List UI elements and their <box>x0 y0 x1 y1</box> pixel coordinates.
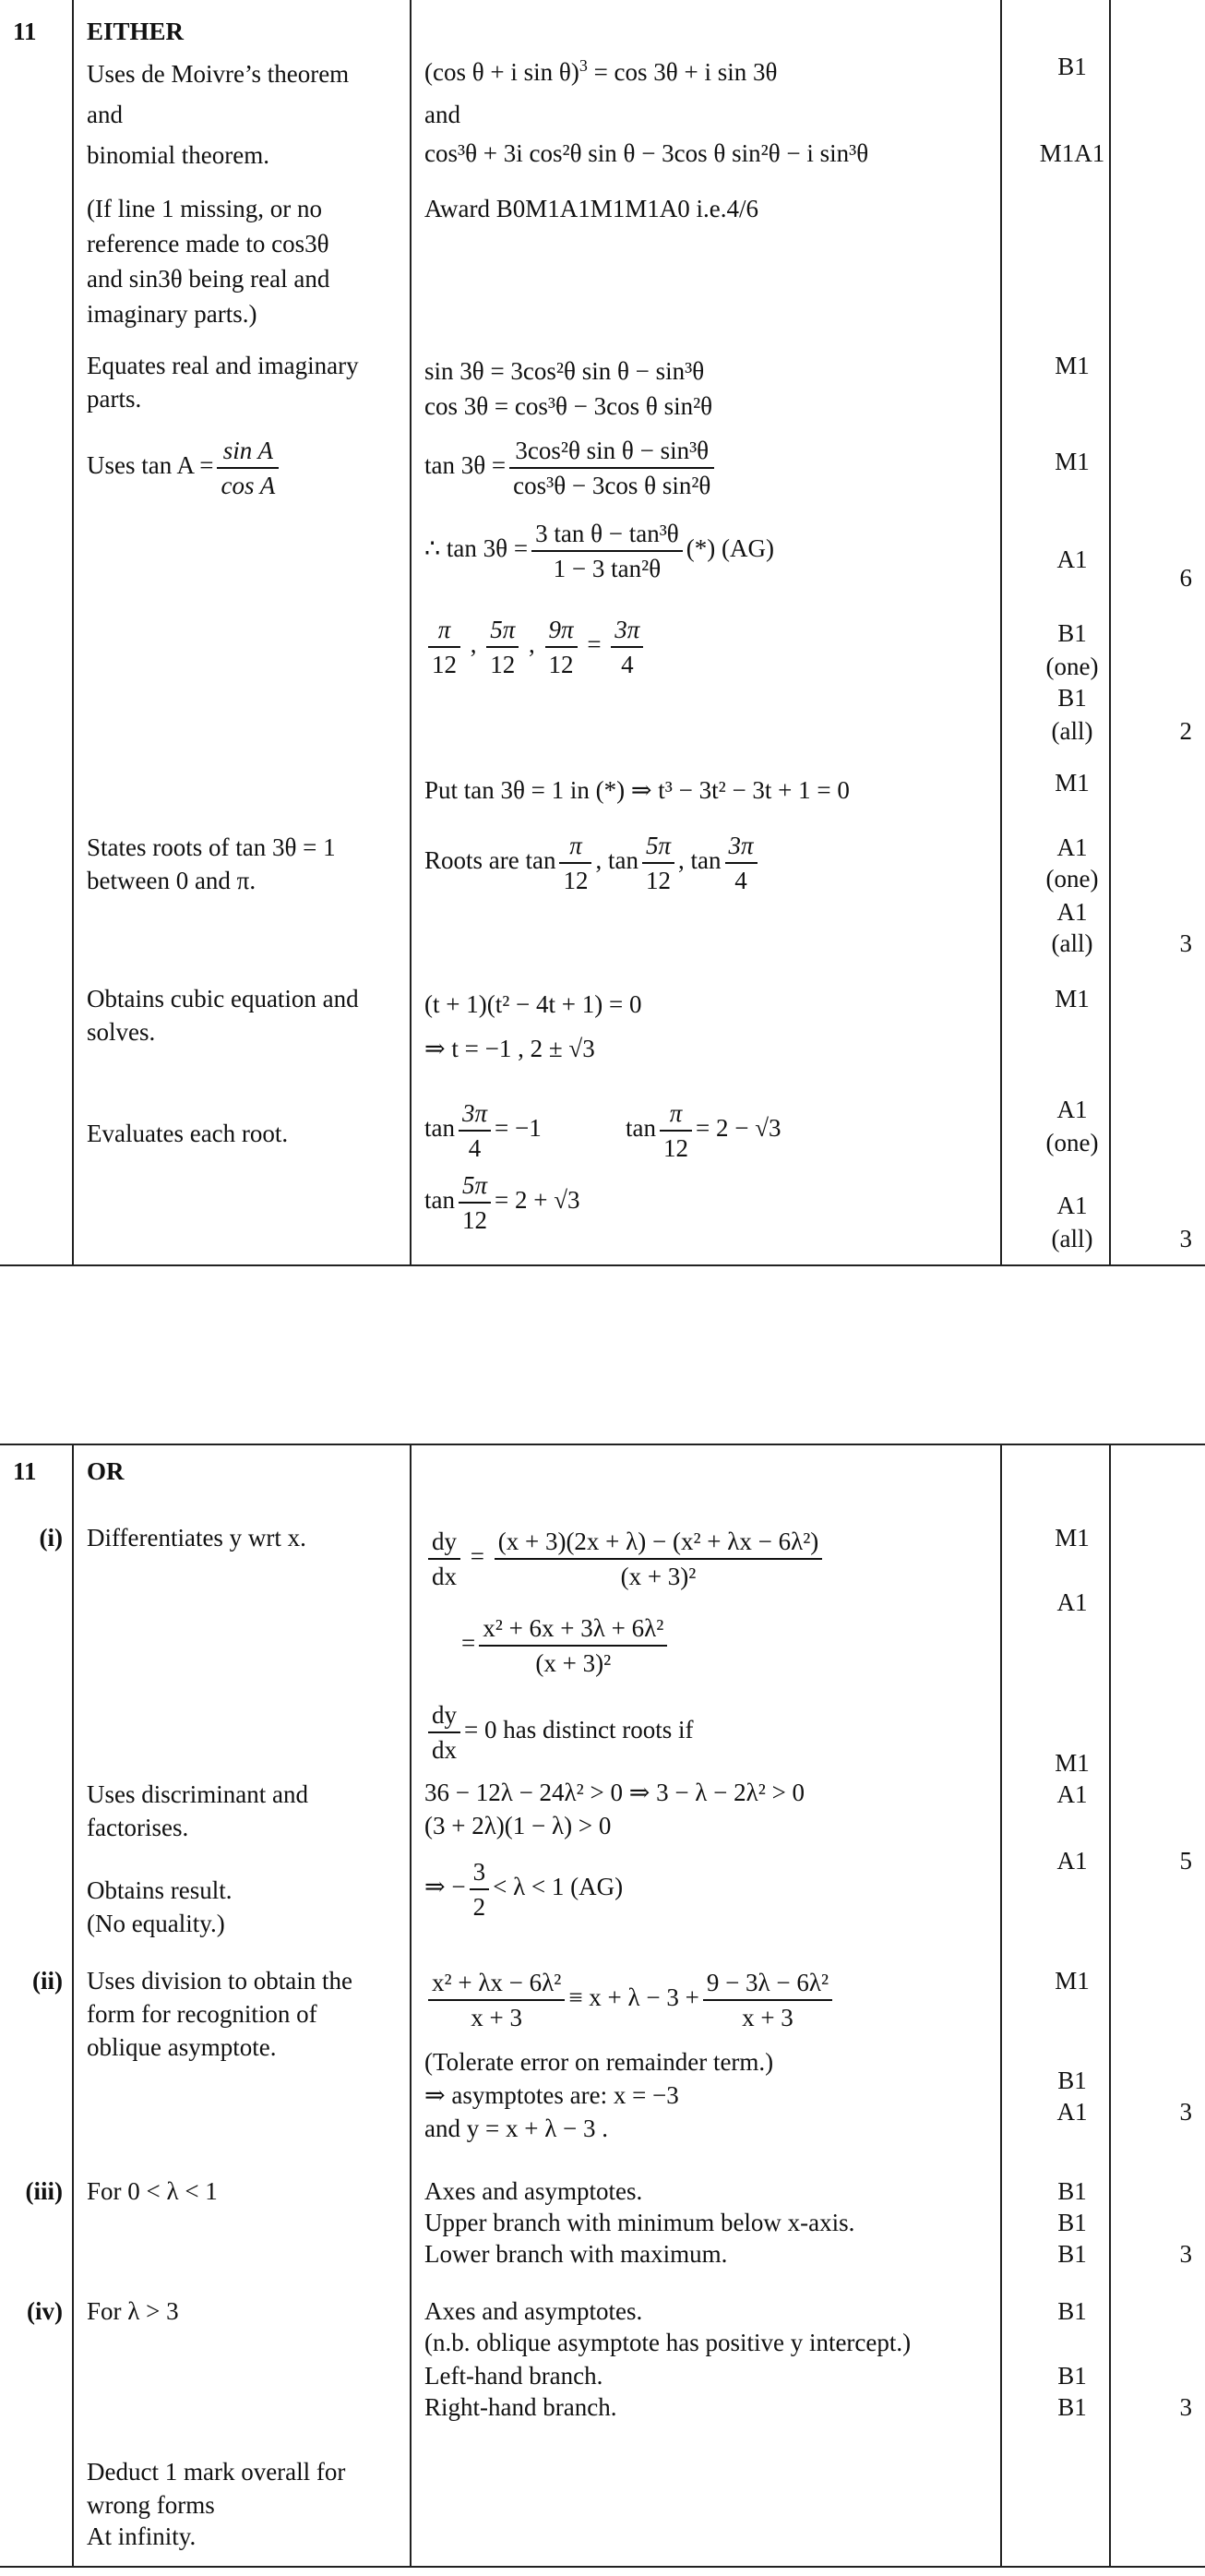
mark-one-label-3: (one) <box>1045 1129 1099 1156</box>
mark-m1a1: M1A1 <box>1039 139 1105 167</box>
total-3e: 3 <box>1179 2393 1192 2421</box>
note-award: Award B0M1A1M1M1A0 i.e.4/6 <box>424 195 759 222</box>
method-cubic-factor: (t + 1)(t² − 4t + 1) = 0 <box>424 990 642 1018</box>
or-heading: OR <box>87 1457 125 1485</box>
method-put-tan: Put tan 3θ = 1 in (*) ⇒ t³ − 3t² − 3t + 1 = 0 <box>424 776 850 804</box>
part-iii: (iii) <box>25 2177 63 2205</box>
mark-all-label-2: (all) <box>1051 929 1093 957</box>
note-line-4: imaginary parts.) <box>87 300 257 328</box>
comment-differentiates: Differentiates y wrt x. <box>87 1524 306 1552</box>
comment-division-1: Uses division to obtain the <box>87 1967 352 1995</box>
mark-m1-uses-tan: M1 <box>1055 448 1090 475</box>
total-3b: 3 <box>1179 1225 1192 1252</box>
or-top-border <box>0 1444 1205 1445</box>
comment-division-3: oblique asymptote. <box>87 2033 277 2061</box>
mark-b1-iv-1: B1 <box>1057 2297 1087 2325</box>
comment-equates-2: parts. <box>87 385 142 413</box>
comment-cubic-1: Obtains cubic equation and <box>87 985 359 1012</box>
method-iv-axes: Axes and asymptotes. <box>424 2297 643 2325</box>
or-col-line-3 <box>1000 1444 1002 2568</box>
comment-equates-1: Equates real and imaginary <box>87 352 359 379</box>
mark-b1-one: B1 <box>1057 619 1087 647</box>
total-2: 2 <box>1179 717 1192 745</box>
comment-obtains-result-2: (No equality.) <box>87 1910 225 1937</box>
mark-m1-disc: M1 <box>1055 1749 1090 1777</box>
part-iv: (iv) <box>27 2297 63 2325</box>
total-3a: 3 <box>1179 929 1192 957</box>
part-ii: (ii) <box>32 1967 63 1995</box>
method-vertical-asymptote: ⇒ asymptotes are: x = −3 <box>424 2081 679 2109</box>
comment-states-roots-2: between 0 and π. <box>87 867 257 894</box>
mark-m1-division: M1 <box>1055 1967 1090 1995</box>
comment-uses-tan: Uses tan A = $\frac{\text{sin A}}{\text{cos A}}$ <box>87 434 282 502</box>
method-eval-pi12: tan $\frac{\pi}{12}$ = 2 − √3 <box>626 1096 781 1165</box>
note-line-1: (If line 1 missing, or no <box>87 195 322 222</box>
either-col-line-3 <box>1000 0 1002 1266</box>
method-oblique-asymptote: and y = x + λ − 3 . <box>424 2115 609 2142</box>
comment-lambda-0-1: For 0 < λ < 1 <box>87 2177 218 2205</box>
comment-states-roots-1: States roots of tan 3θ = 1 <box>87 833 336 861</box>
mark-a1-diff: A1 <box>1056 1588 1088 1616</box>
mark-b1-iii-2: B1 <box>1057 2209 1087 2236</box>
method-de-moivre: (cos θ + i sin θ)$^3$ = cos 3θ + i sin 3θ <box>424 56 778 86</box>
method-tan3theta-fraction: tan 3θ = $\frac{\text{3cos²θ sin θ − sin³θ}}{\text{cos³θ − 3cos θ sin²θ}}$ <box>424 434 718 502</box>
mark-all-label: (all) <box>1051 717 1093 745</box>
comment-deduct-1: Deduct 1 mark overall for <box>87 2458 346 2486</box>
method-tolerate-note: (Tolerate error on remainder term.) <box>424 2048 774 2076</box>
mark-b1: B1 <box>1057 53 1087 80</box>
question-number-or: 11 <box>13 1457 37 1485</box>
method-tan3theta-result: ∴ tan 3θ = $\frac{\text{3 tan θ − tan³θ}}{\text{1 − 3 tan²θ}}$ (*) (AG) <box>424 517 774 585</box>
mark-m1-cubic: M1 <box>1055 985 1090 1012</box>
part-i: (i) <box>39 1524 63 1552</box>
mark-b1-iii-1: B1 <box>1057 2177 1087 2205</box>
method-angle-list: $\frac{\pi}{12}$ , $\frac{5\pi}{12}$ , $\frac{9\pi}{12}$ = $\frac{3\pi}{4}$ <box>424 613 647 681</box>
comment-cubic-2: solves. <box>87 1018 156 1046</box>
method-eval-5pi12: tan $\frac{5\pi}{12}$ = 2 + √3 <box>424 1168 580 1237</box>
mark-one-label: (one) <box>1045 653 1099 680</box>
either-heading: EITHER <box>87 18 185 45</box>
method-eval-3pi4: tan $\frac{3\pi}{4}$ = −1 <box>424 1096 542 1165</box>
method-dydx-zero: $\frac{dy}{dx}$ = 0 has distinct roots if <box>424 1698 693 1767</box>
comment-and: and <box>87 101 123 128</box>
mark-a1-one: A1 <box>1056 833 1088 861</box>
method-iv-right: Right-hand branch. <box>424 2393 617 2421</box>
method-lambda-range: ⇒ − $\frac{3}{2}$ < λ < 1 (AG) <box>424 1855 623 1923</box>
mark-all-label-3: (all) <box>1051 1225 1093 1252</box>
comment-division-2: form for recognition of <box>87 2000 317 2028</box>
method-iii-upper: Upper branch with minimum below x-axis. <box>424 2209 855 2236</box>
comment-deduct-2: wrong forms <box>87 2491 215 2519</box>
method-and: and <box>424 101 460 128</box>
total-5: 5 <box>1179 1847 1192 1875</box>
method-iii-axes: Axes and asymptotes. <box>424 2177 643 2205</box>
comment-discriminant-2: factorises. <box>87 1814 189 1841</box>
either-bottom-border <box>0 1264 1205 1266</box>
method-binomial-expansion: cos³θ + 3i cos²θ sin θ − 3cos θ sin²θ − i sin³θ <box>424 139 869 167</box>
mark-a1-all: A1 <box>1056 898 1088 926</box>
method-cos3theta: cos 3θ = cos³θ − 3cos θ sin²θ <box>424 392 713 420</box>
total-3d: 3 <box>1179 2240 1192 2268</box>
method-discriminant: 36 − 12λ − 24λ² > 0 ⇒ 3 − λ − 2λ² > 0 <box>424 1779 805 1806</box>
either-col-line-2 <box>410 0 412 1266</box>
total-6: 6 <box>1179 564 1192 592</box>
total-3c: 3 <box>1179 2098 1192 2126</box>
method-factorised: (3 + 2λ)(1 − λ) > 0 <box>424 1812 612 1839</box>
mark-a1-disc: A1 <box>1056 1780 1088 1808</box>
or-col-line-1 <box>72 1444 74 2568</box>
mark-m1-diff: M1 <box>1055 1524 1090 1552</box>
method-iii-lower: Lower branch with maximum. <box>424 2240 728 2268</box>
method-derivative-simplified: = $\frac{\text{x² + 6x + 3λ + 6λ²}}{\text{(x + 3)²}}$ <box>461 1611 671 1680</box>
method-division: $\frac{\text{x² + λx − 6λ²}}{x + 3}$ ≡ x + λ − 3 + $\frac{\text{9 − 3λ − 6λ²}}{x + 3}$ <box>424 1966 836 2034</box>
method-sin3theta: sin 3θ = 3cos²θ sin θ − sin³θ <box>424 357 705 385</box>
note-line-2: reference made to cos3θ <box>87 230 329 258</box>
method-derivative: $\frac{dy}{dx}$ = $\frac{\text{(x + 3)(2x + λ) − (x² + λx − 6λ²)}}{\text{(x + 3)²}}$ <box>424 1525 826 1593</box>
mark-b1-iii-3: B1 <box>1057 2240 1087 2268</box>
comment-obtains-result-1: Obtains result. <box>87 1876 233 1904</box>
mark-a1-all-eval: A1 <box>1056 1192 1088 1219</box>
method-roots: Roots are tan $\frac{\pi}{12}$ , tan $\frac{5\pi}{12}$ , tan $\frac{3\pi}{4}$ <box>424 829 761 897</box>
mark-one-label-2: (one) <box>1045 865 1099 893</box>
mark-m1-equates: M1 <box>1055 352 1090 379</box>
mark-b1-iv-2: B1 <box>1057 2362 1087 2390</box>
method-iv-left: Left-hand branch. <box>424 2362 603 2390</box>
method-cubic-roots: ⇒ t = −1 , 2 ± √3 <box>424 1035 595 1062</box>
mark-a1-one-eval: A1 <box>1056 1096 1088 1123</box>
comment-deduct-3: At infinity. <box>87 2522 197 2550</box>
method-iv-note: (n.b. oblique asymptote has positive y intercept.) <box>424 2329 912 2356</box>
or-bottom-border <box>0 2566 1205 2568</box>
comment-discriminant-1: Uses discriminant and <box>87 1780 308 1808</box>
comment-evaluates: Evaluates each root. <box>87 1120 289 1147</box>
question-number: 11 <box>13 18 37 45</box>
comment-lambda-gt-3: For λ > 3 <box>87 2297 179 2325</box>
comment-binomial: binomial theorem. <box>87 141 269 169</box>
mark-a1-division: A1 <box>1056 2098 1088 2126</box>
comment-de-moivre: Uses de Moivre’s theorem <box>87 60 350 88</box>
mark-a1-result: A1 <box>1056 545 1088 573</box>
mark-a1-result-or: A1 <box>1056 1847 1088 1875</box>
either-col-line-1 <box>72 0 74 1266</box>
note-line-3: and sin3θ being real and <box>87 265 330 293</box>
mark-b1-division: B1 <box>1057 2067 1087 2094</box>
mark-m1-put: M1 <box>1055 769 1090 797</box>
or-col-line-2 <box>410 1444 412 2568</box>
mark-b1-iv-3: B1 <box>1057 2393 1087 2421</box>
mark-b1-all: B1 <box>1057 684 1087 712</box>
